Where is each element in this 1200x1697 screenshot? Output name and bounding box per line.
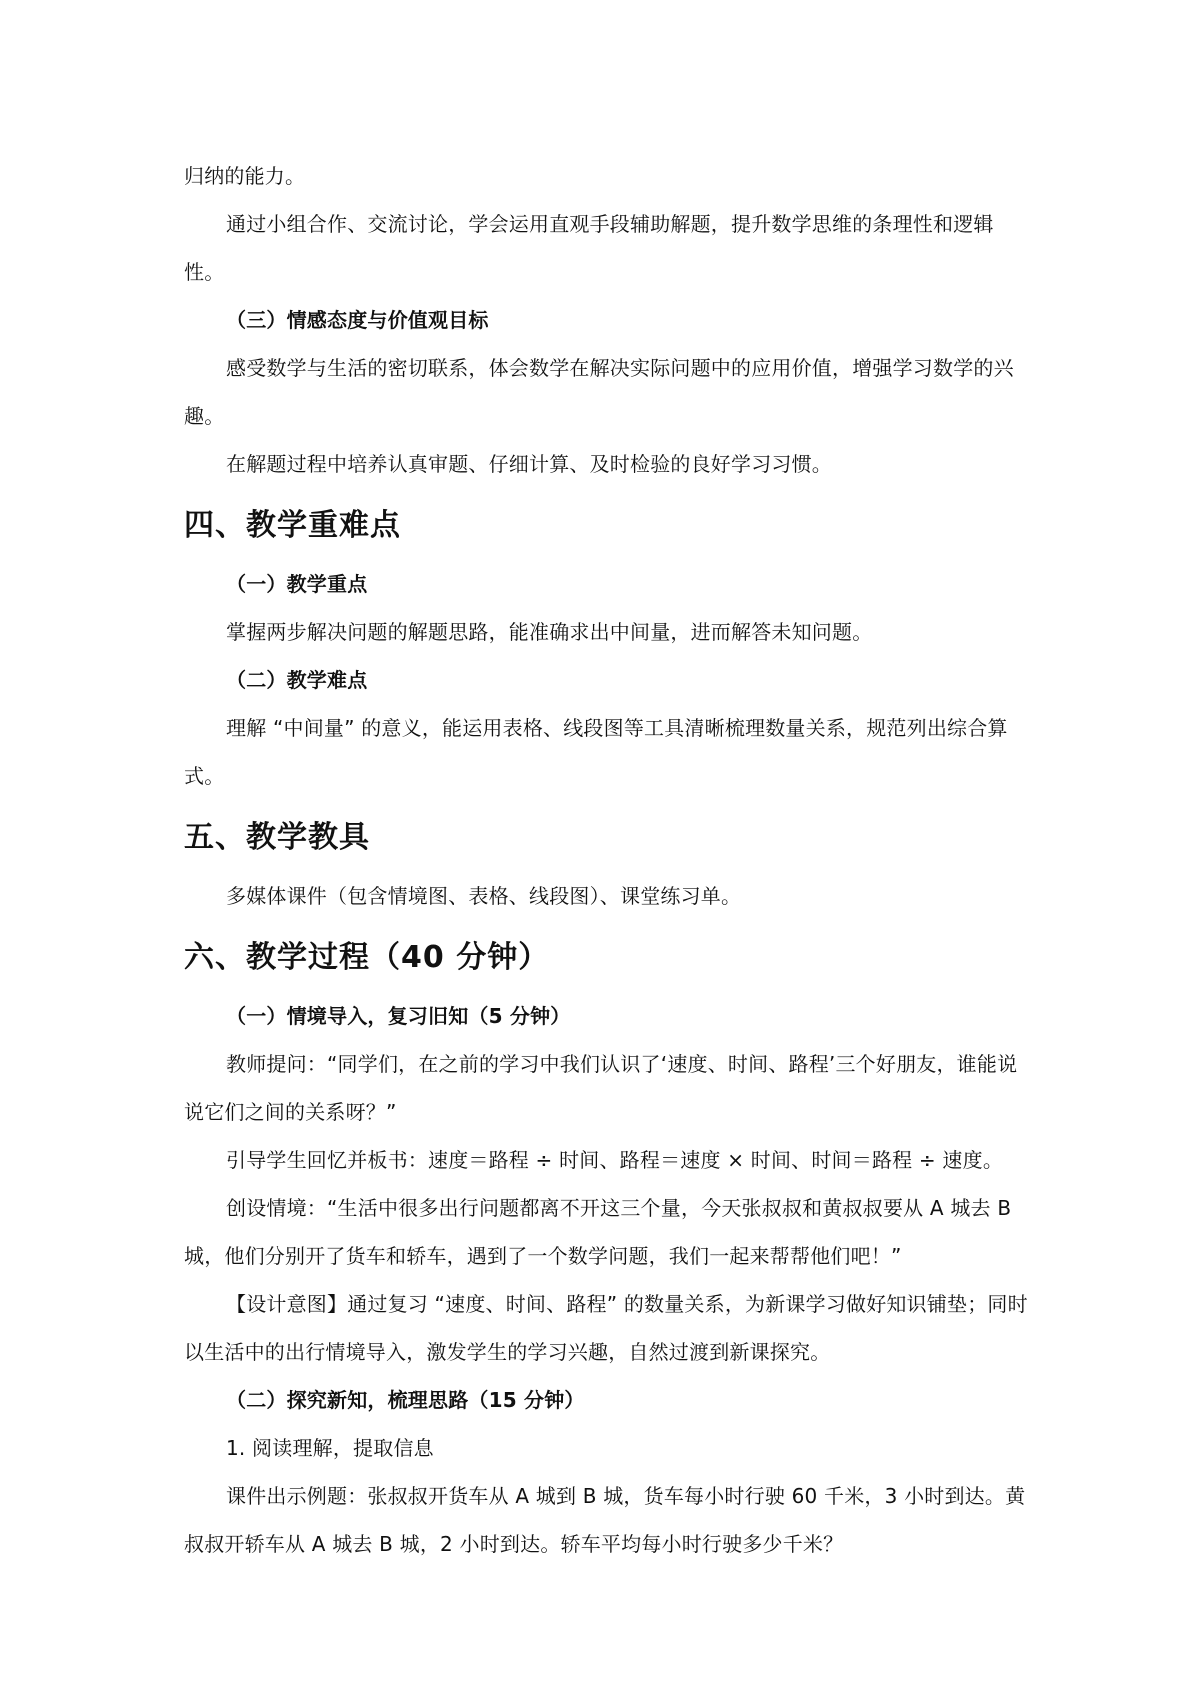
paragraph: 理解 “中间量” 的意义，能运用表格、线段图等工具清晰梳理数量关系，规范列出综合算式。 — [184, 716, 1008, 788]
paragraph: 在解题过程中培养认真审题、仔细计算、及时检验的良好学习习惯。 — [226, 452, 832, 476]
subsection-heading: （一）教学重点 — [226, 572, 368, 596]
paragraph: 教师提问：“同学们，在之前的学习中我们认识了‘速度、时间、路程’三个好朋友，谁能说说它们之间的关系呀？” — [184, 1052, 1018, 1124]
paragraph: 通过小组合作、交流讨论，学会运用直观手段辅助解题，提升数学思维的条理性和逻辑性。 — [184, 212, 994, 284]
paragraph: 引导学生回忆并板书：速度＝路程 ÷ 时间、路程＝速度 × 时间、时间＝路程 ÷ 速度。 — [226, 1148, 1004, 1172]
section-heading: 四、教学重难点 — [184, 508, 401, 543]
paragraph: 创设情境：“生活中很多出行问题都离不开这三个量，今天张叔叔和黄叔叔要从 A 城去 B 城，他们分别开了货车和轿车，遇到了一个数学问题，我们一起来帮帮他们吧！” — [184, 1196, 1012, 1268]
subsection-heading: （三）情感态度与价值观目标 — [226, 308, 489, 332]
subsection-heading: （二）探究新知，梳理思路（15 分钟） — [226, 1388, 585, 1412]
paragraph: 感受数学与生活的密切联系，体会数学在解决实际问题中的应用价值，增强学习数学的兴趣。 — [184, 356, 1014, 428]
section-heading: 五、教学教具 — [184, 820, 370, 855]
document-body — [184, 152, 1030, 1568]
paragraph: 归纳的能力。 — [184, 164, 306, 188]
paragraph: 课件出示例题：张叔叔开货车从 A 城到 B 城，货车每小时行驶 60 千米，3 小时到达。黄叔叔开轿车从 A 城去 B 城，2 小时到达。轿车平均每小时行驶多少千米？ — [184, 1484, 1026, 1556]
section-heading: 六、教学过程（40 分钟） — [184, 940, 550, 975]
paragraph: 多媒体课件（包含情境图、表格、线段图）、课堂练习单。 — [226, 884, 742, 908]
paragraph: 【设计意图】通过复习 “速度、时间、路程” 的数量关系，为新课学习做好知识铺垫；同时以生活中的出行情境导入，激发学生的学习兴趣，自然过渡到新课探究。 — [184, 1292, 1028, 1364]
subsection-heading: （一）情境导入，复习旧知（5 分钟） — [226, 1004, 571, 1028]
paragraph: 掌握两步解决问题的解题思路，能准确求出中间量，进而解答未知问题。 — [226, 620, 873, 644]
subsection-heading: （二）教学难点 — [226, 668, 368, 692]
paragraph: 1. 阅读理解，提取信息 — [226, 1436, 434, 1460]
